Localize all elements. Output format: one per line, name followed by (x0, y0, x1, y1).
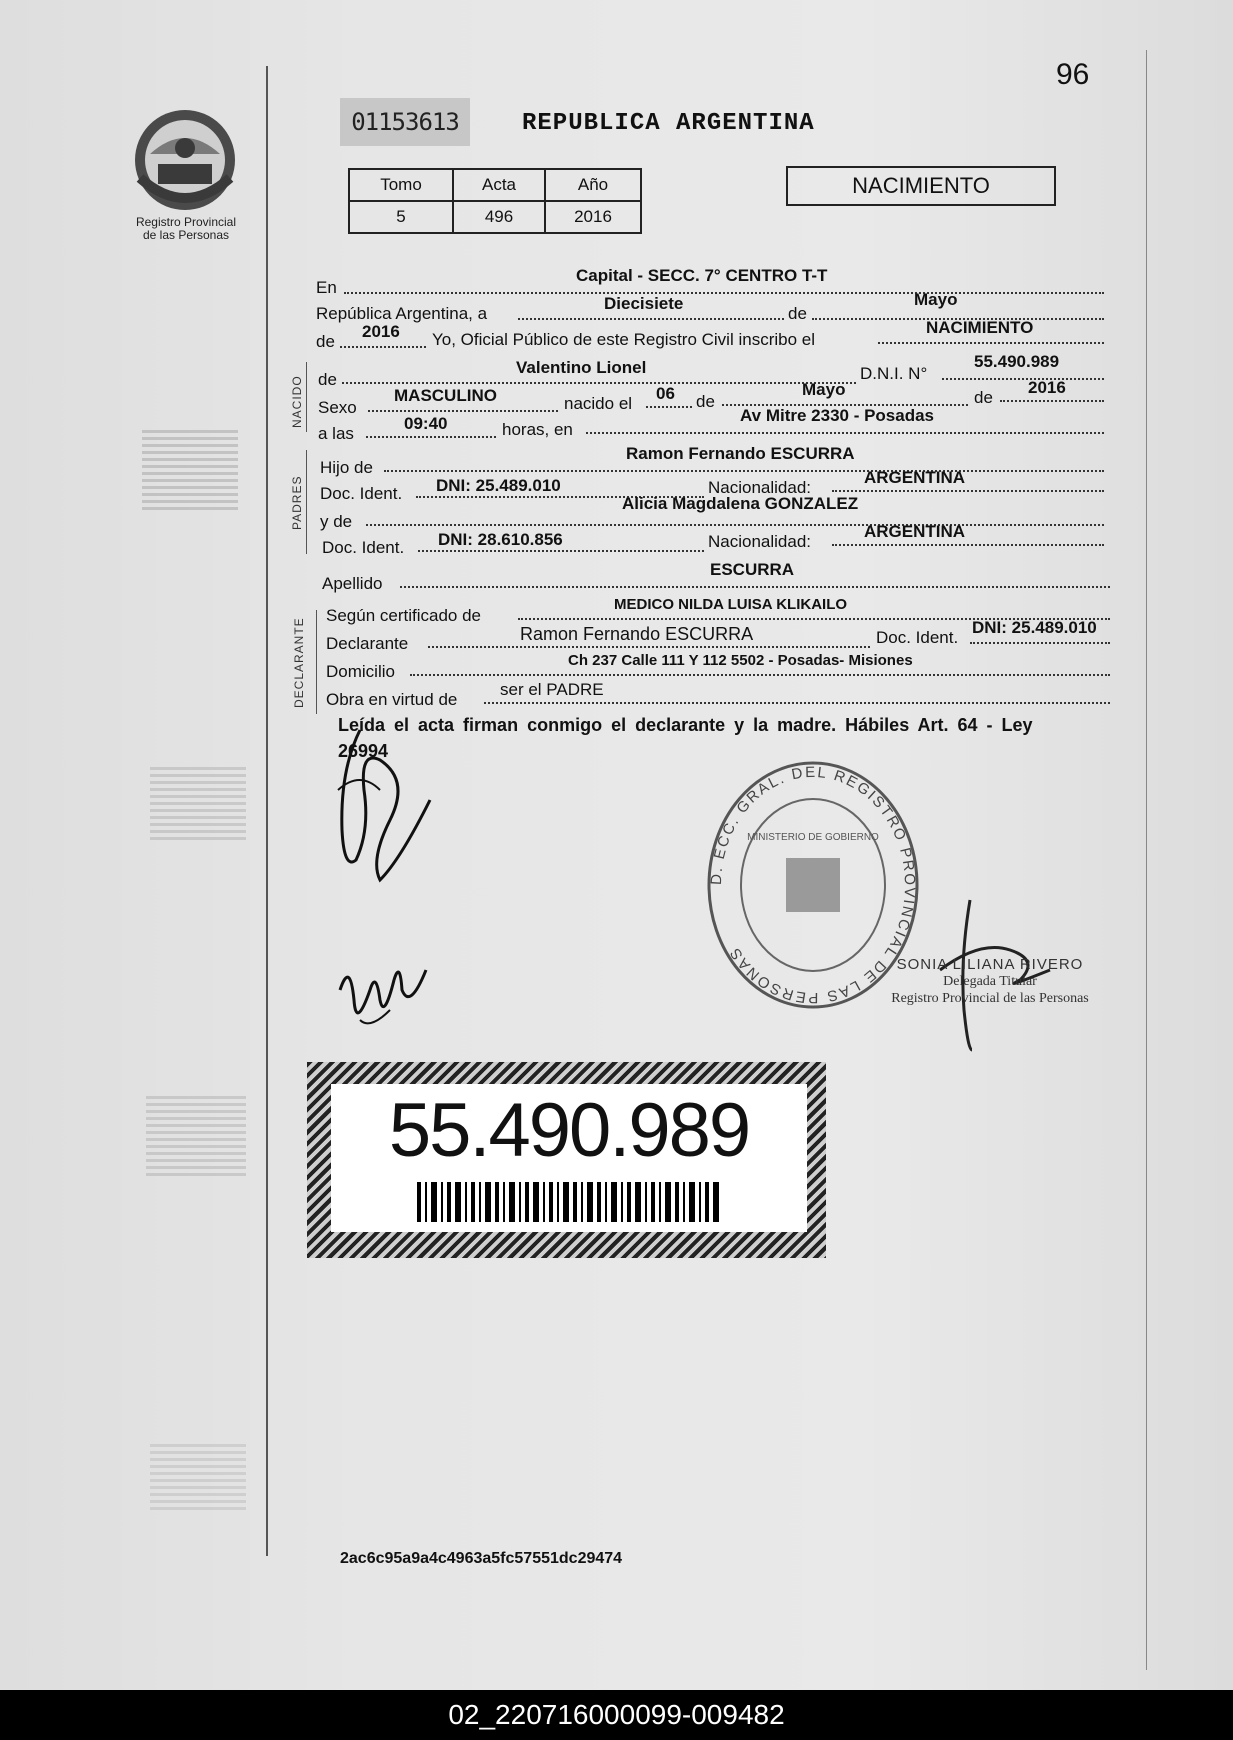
cert-label: Según certificado de (326, 606, 481, 625)
leyenda-text (338, 712, 1098, 764)
official-name: SONIA LILIANA RIVERO (896, 956, 1084, 973)
barcode-label (331, 1084, 807, 1232)
page-number: 96 (1056, 58, 1090, 91)
dotted-line (970, 642, 1110, 644)
dotted-line (942, 378, 1104, 380)
dotted-line (586, 432, 1104, 434)
declarante-section-label: DECLARANTE (292, 617, 306, 708)
republica-label: República Argentina, a (316, 304, 488, 323)
dotted-line (410, 674, 1110, 676)
sexo-value: MASCULINO (394, 386, 497, 405)
day-word-value: Diecisiete (604, 294, 684, 313)
mother-signature (330, 930, 440, 1040)
sexo-label: Sexo (318, 398, 357, 417)
nacido-de-label: de (318, 370, 337, 389)
child-name-value: Valentino Lionel (516, 358, 647, 377)
ghost-stamp-2 (150, 764, 246, 840)
mother-doc-value: DNI: 28.610.856 (438, 530, 563, 549)
dotted-line (344, 292, 1104, 294)
anio-header: Año (545, 169, 641, 201)
declarante-name-value: Ramon Fernando ESCURRA (520, 624, 754, 644)
domicilio-label: Domicilio (326, 662, 395, 681)
obra-value: ser el PADRE (500, 680, 604, 699)
apellido-value: ESCURRA (710, 560, 795, 579)
birth-place-value: Av Mitre 2330 - Posadas (740, 406, 935, 425)
tomo-value: 5 (349, 201, 453, 233)
horas-en-label: horas, en (502, 420, 573, 439)
leyenda-line-2: 26994 (338, 741, 389, 761)
misiones-coat-of-arms (120, 108, 250, 216)
birth-month-value: Mayo (802, 380, 846, 399)
en-label: En (316, 278, 337, 297)
official-office: Registro Provincial de las Personas (891, 991, 1089, 1006)
acta-header: Acta (453, 169, 545, 201)
scan-footer-id: 02_220716000099-009482 (0, 1690, 1233, 1740)
dotted-line (384, 470, 1104, 472)
margin-rule (266, 66, 268, 1556)
ghost-stamp-4 (150, 1440, 246, 1510)
right-edge-rule (1146, 50, 1147, 1670)
registry-caption (118, 216, 254, 242)
country-title: REPUBLICA ARGENTINA (522, 110, 815, 137)
registry-caption-line1: Registro Provincial (135, 215, 237, 229)
serial-number: 01153613 (340, 98, 470, 146)
dotted-line (400, 586, 1110, 588)
dotted-line (368, 410, 558, 412)
declarante-doc-value: DNI: 25.489.010 (972, 618, 1097, 637)
dotted-line (340, 346, 426, 348)
birth-de-label: de (696, 392, 715, 411)
barcode-bars (417, 1182, 723, 1222)
a-las-label: a las (318, 424, 354, 443)
leyenda-line-1: Leída el acta firman conmigo el declarante y la madre. Hábiles Art. 64 - Ley (338, 715, 1033, 735)
dni-label: D.N.I. N° (860, 364, 928, 383)
dotted-line (484, 702, 1110, 704)
padres-bracket (306, 450, 307, 554)
child-dni-value: 55.490.989 (974, 352, 1060, 371)
dotted-line (518, 318, 784, 320)
declarante-doc-label: Doc. Ident. (876, 628, 959, 647)
dotted-line (878, 342, 1104, 344)
dotted-line (832, 490, 1104, 492)
mother-nat-value: ARGENTINA (864, 522, 966, 541)
oficial-text: Yo, Oficial Público de este Registro Civil inscribo el (432, 330, 815, 349)
mother-doc-label: Doc. Ident. (322, 538, 405, 557)
barcode-number: 55.490.989 (388, 1088, 750, 1173)
y-de-label: y de (320, 512, 353, 531)
father-doc-value: DNI: 25.489.010 (436, 476, 561, 495)
nacido-el-label: nacido el (564, 394, 633, 413)
nacido-bracket (306, 362, 307, 432)
father-name-value: Ramon Fernando ESCURRA (626, 444, 855, 463)
document-hash: 2ac6c95a9a4c4963a5fc57551dc29474 (340, 1550, 623, 1567)
de-label-2: de (316, 332, 335, 351)
dotted-line (366, 436, 496, 438)
dotted-line (1000, 400, 1104, 402)
birth-day-value: 06 (656, 384, 675, 403)
act-type-box: NACIMIENTO (786, 166, 1056, 206)
dotted-line (646, 406, 692, 408)
obra-label: Obra en virtud de (326, 690, 458, 709)
tomo-header: Tomo (349, 169, 453, 201)
acta-value: 496 (453, 201, 545, 233)
dotted-line (366, 524, 1104, 526)
hijo-de-label: Hijo de (320, 458, 373, 477)
anio-value: 2016 (545, 201, 641, 233)
de-label: de (788, 304, 807, 323)
place-value: Capital - SECC. 7° CENTRO T-T (576, 266, 828, 285)
domicilio-value: Ch 237 Calle 111 Y 112 5502 - Posadas- Misiones (568, 652, 913, 669)
mother-nat-label: Nacionalidad: (708, 532, 812, 551)
nacido-section-label: NACIDO (290, 375, 304, 428)
year-value: 2016 (362, 322, 400, 341)
act-table (348, 168, 642, 234)
ghost-stamp-1 (142, 430, 238, 510)
time-value: 09:40 (404, 414, 448, 433)
birth-year-value: 2016 (1028, 378, 1066, 397)
month-value: Mayo (914, 290, 958, 309)
declarante-label: Declarante (326, 634, 409, 653)
dotted-line (418, 550, 704, 552)
declarante-bracket (316, 610, 317, 714)
declarant-signature (320, 690, 440, 890)
ghost-stamp-3 (146, 1096, 246, 1176)
cert-value: MEDICO NILDA LUISA KLIKAILO (614, 596, 848, 613)
birth-de-year-label: de (974, 388, 993, 407)
dotted-line (832, 544, 1104, 546)
official-block (880, 956, 1100, 1007)
padres-section-label: PADRES (290, 475, 304, 530)
father-nat-label: Nacionalidad: (708, 478, 812, 497)
official-role: Delegada Titular (943, 974, 1037, 989)
inscribe-type-value: NACIMIENTO (926, 318, 1034, 337)
father-nat-value: ARGENTINA (864, 468, 966, 487)
id-barcode-card (307, 1062, 826, 1258)
stamp-outer-text: D. ECC. GRAL. DEL REGISTRO PROVINCIAL DE LAS PERSONAS (707, 763, 919, 1007)
dotted-line (342, 382, 856, 384)
registry-caption-line2: de las Personas (142, 228, 230, 242)
dotted-line (428, 646, 870, 648)
father-doc-label: Doc. Ident. (320, 484, 403, 503)
mother-name-value: Alicia Magdalena GONZALEZ (622, 494, 859, 513)
apellido-label: Apellido (322, 574, 383, 593)
stamp-inner-text: MINISTERIO DE GOBIERNO (747, 832, 879, 843)
